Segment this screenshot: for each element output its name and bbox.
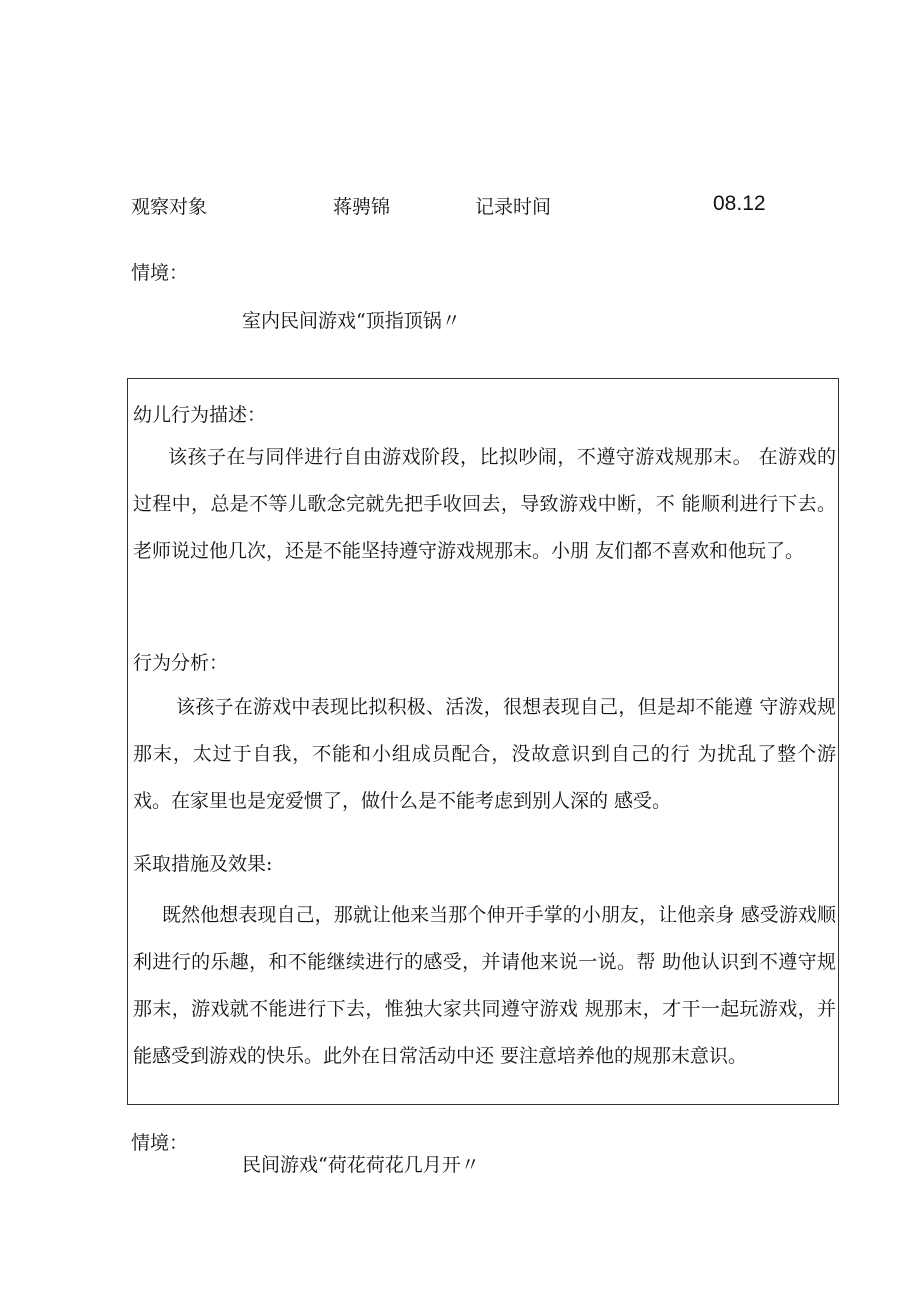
record-time-value: 08.12 bbox=[713, 192, 766, 215]
context-text-1: 室内民间游戏“顶指顶锅〃 bbox=[242, 310, 461, 332]
measures-title: 采取措施及效果: bbox=[133, 853, 273, 875]
context-label-1: 情境： bbox=[131, 262, 189, 284]
behavior-analysis-title: 行为分析： bbox=[133, 652, 229, 674]
behavior-description-text: 该孩子在与同伴进行自由游戏阶段，比拟吵闹，不遵守游戏规那末。 在游戏的过程中，总是不等儿歌念完就先把手收回去，导致游戏中断，不 能顺利进行下去。老师说过他几次，还是不能坚持遵守游戏规那末。小朋 友们都不喜欢和他玩了。 bbox=[133, 446, 836, 562]
behavior-description-title: 幼儿行为描述： bbox=[133, 404, 267, 426]
measures-text: 既然他想表现自己，那就让他来当那个伸开手掌的小朋友，让他亲身 感受游戏顺利进行的乐趣，和不能继续进行的感受，并请他来说一说。帮 助他认识到不遵守规那末，游戏就不能进行下去，惟独大家共同遵守游戏 规那末，才干一起玩游戏，并能感受到游戏的快乐。此外在日常活动中还 要注意培养他的规那末意识。 bbox=[133, 904, 836, 1067]
observe-target-value: 蒋骋锦 bbox=[333, 196, 391, 218]
context-text-2: 民间游戏“荷花荷花几月开〃 bbox=[242, 1154, 480, 1176]
observe-target-label: 观察对象 bbox=[131, 196, 208, 218]
behavior-analysis-text: 该孩子在游戏中表现比拟积极、活泼，很想表现自己，但是却不能遵 守游戏规那末，太过于自我，不能和小组成员配合，没故意识到自己的行 为扰乱了整个游戏。在家里也是宠爱惯了，做什么是不能考虑到别人深的 感受。 bbox=[133, 696, 836, 812]
record-time-label: 记录时间 bbox=[475, 196, 552, 218]
observation-record-box bbox=[127, 378, 839, 1105]
context-label-2: 情境： bbox=[131, 1132, 189, 1154]
